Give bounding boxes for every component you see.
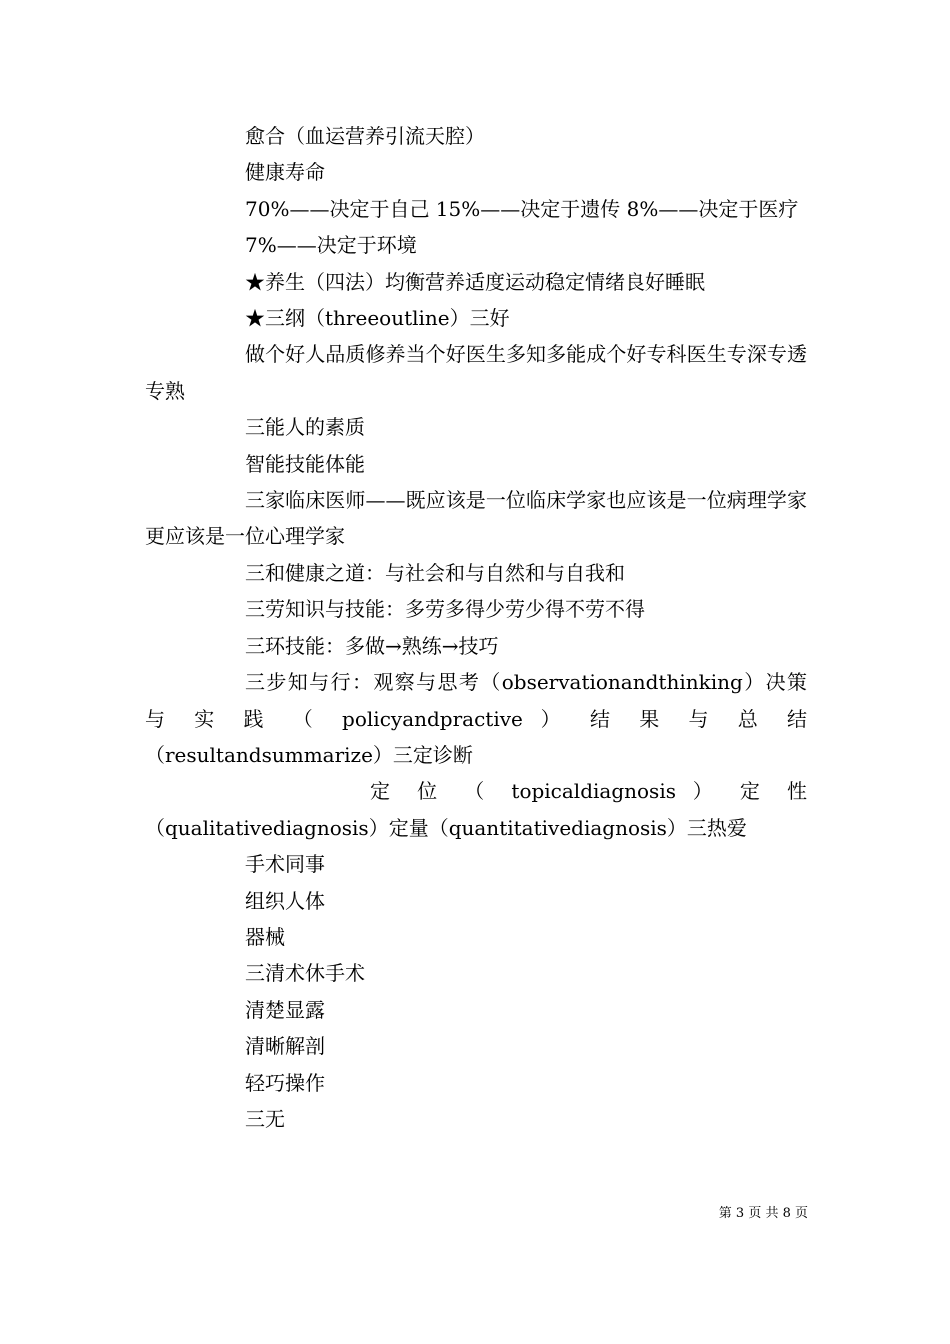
paragraph: 器械 — [245, 924, 285, 949]
paragraph: 手术同事 — [245, 852, 325, 877]
paragraph: 三家临床医师——既应该是一位临床学家也应该是一位病理学家更应该是一位心理学家 — [145, 488, 807, 549]
paragraph: ★养生（四法）均衡营养适度运动稳定情绪良好睡眠 — [245, 269, 705, 294]
paragraph: 三能人的素质 — [245, 415, 365, 440]
paragraph: 组织人体 — [245, 888, 325, 913]
paragraph: 轻巧操作 — [245, 1070, 325, 1095]
paragraph: 三步知与行：观察与思考（observationandthinking）决策 与 实 践 （ policyandpractive ） 结 果 与 总 结（resultandsummarize）三定诊断 — [145, 670, 807, 767]
paragraph: ★三纲（threeoutline）三好 — [245, 306, 510, 331]
paragraph: 健康寿命 — [245, 160, 325, 185]
paragraph: 7%——决定于环境 — [245, 233, 417, 258]
paragraph: 智能技能体能 — [245, 451, 365, 476]
document-body — [145, 118, 807, 1137]
paragraph: 愈合（血运营养引流天腔） — [245, 124, 485, 148]
paragraph: 清晰解剖 — [245, 1034, 325, 1059]
paragraph: 做个好人品质修养当个好医生多知多能成个好专科医生专深专透专熟 — [145, 342, 807, 403]
paragraph: 三环技能：多做→熟练→技巧 — [245, 633, 499, 658]
paragraph: 三无 — [245, 1106, 285, 1131]
paragraph: 定 位 （ topicaldiagnosis ） 定 性（qualitativediagnosis）定量（quantitativediagnosis）三热爱 — [145, 779, 807, 840]
paragraph: 70%——决定于自己 15%——决定于遗传 8%——决定于医疗 — [245, 196, 799, 221]
page-number-footer: 第 3 页 共 8 页 — [718, 1206, 808, 1221]
paragraph: 清楚显露 — [245, 997, 325, 1022]
paragraph: 三清术休手术 — [245, 961, 365, 986]
paragraph: 三和健康之道：与社会和与自然和与自我和 — [245, 560, 625, 585]
paragraph: 三劳知识与技能：多劳多得少劳少得不劳不得 — [245, 597, 645, 622]
